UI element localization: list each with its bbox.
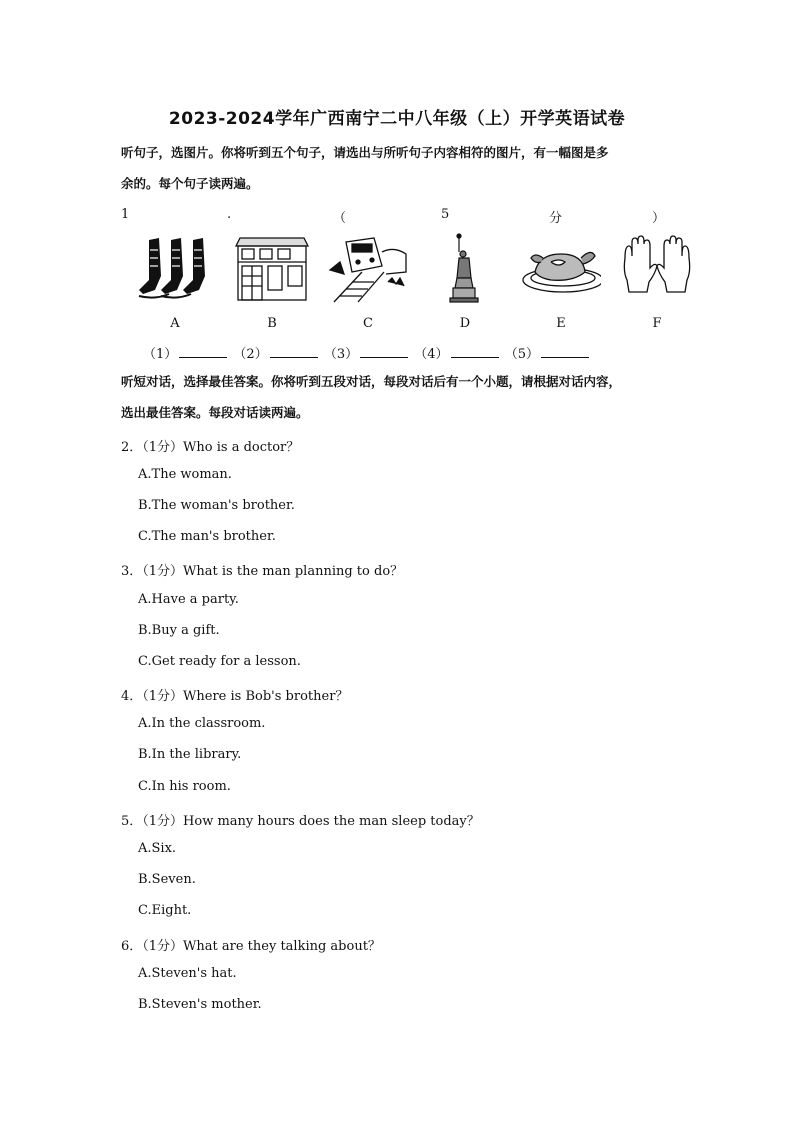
- train-icon: [328, 232, 408, 304]
- picture-letter-a: A: [170, 316, 180, 331]
- question-dot: .: [227, 207, 232, 222]
- roast-turkey-icon: [521, 232, 601, 304]
- blank-label-3: （3）: [323, 347, 359, 362]
- answer-blanks: [143, 343, 591, 362]
- section2-instruction-line1: 听短对话，选择最佳答案。你将听到五段对话，每段对话后有一个小题，请根据对话内容，: [121, 374, 622, 389]
- section1-instruction: [121, 137, 681, 199]
- question-number: 1: [121, 207, 130, 222]
- question-5-stem: 5．（1分）How many hours does the man sleep today？: [121, 814, 480, 829]
- question-2-option-c[interactable]: C.The man's brother.: [138, 529, 276, 544]
- question-4-option-a[interactable]: A.In the classroom.: [138, 716, 266, 731]
- picture-letter-d: D: [459, 316, 471, 331]
- question-4-stem: 4．（1分）Where is Bob's brother？: [121, 689, 349, 704]
- picture-letter-b: B: [267, 316, 277, 331]
- score-number: 5: [441, 207, 450, 222]
- section2-instruction-line2: 选出最佳答案。每段对话读两遍。: [121, 405, 309, 420]
- picture-options: [135, 232, 715, 342]
- question-5-option-c[interactable]: C.Eight.: [138, 903, 192, 918]
- blank-label-2: （2）: [233, 347, 268, 362]
- shoes-icon: [135, 232, 215, 304]
- answer-blank-5[interactable]: [541, 344, 589, 358]
- page-title: 2023-2024学年广西南宁二中八年级（上）开学英语试卷: [168, 109, 626, 129]
- section1-instruction-line2: 余的。每个句子读两遍。: [121, 176, 259, 191]
- answer-blank-1[interactable]: [179, 344, 227, 358]
- picture-letter-f: F: [652, 316, 662, 331]
- question-4-option-b[interactable]: B.In the library.: [138, 747, 242, 762]
- question-6-stem: 6．（1分）What are they talking about？: [121, 939, 381, 954]
- question-3-stem: 3．（1分）What is the man planning to do？: [121, 564, 404, 579]
- question-6-option-b[interactable]: B.Steven's mother.: [138, 997, 262, 1012]
- section1-instruction-line1: 听句子，选图片。你将听到五个句子，请选出与所听句子内容相符的图片，有一幅图是多: [121, 145, 609, 160]
- gloves-icon: [617, 232, 697, 304]
- question-1-header: [0, 207, 794, 225]
- question-5-option-b[interactable]: B.Seven.: [138, 872, 196, 887]
- blank-label-5: （5）: [504, 347, 539, 362]
- answer-blank-3[interactable]: [360, 344, 408, 358]
- question-6-option-a[interactable]: A.Steven's hat.: [138, 966, 237, 981]
- score-paren-close: ）: [652, 211, 666, 226]
- question-2-option-a[interactable]: A.The woman.: [138, 467, 232, 482]
- question-5-option-a[interactable]: A.Six.: [138, 841, 177, 856]
- question-3-option-c[interactable]: C.Get ready for a lesson.: [138, 654, 301, 669]
- question-3-option-a[interactable]: A.Have a party.: [138, 592, 239, 607]
- answer-blank-4[interactable]: [451, 344, 499, 358]
- section2-instruction: [121, 366, 681, 428]
- score-unit: 分: [549, 211, 563, 226]
- shop-building-icon: [232, 232, 312, 304]
- question-2-stem: 2．（1分）Who is a doctor？: [121, 440, 300, 455]
- question-3-option-b[interactable]: B.Buy a gift.: [138, 623, 220, 638]
- statue-of-liberty-icon: [425, 232, 505, 304]
- question-4-option-c[interactable]: C.In his room.: [138, 779, 231, 794]
- picture-letter-e: E: [556, 316, 566, 331]
- blank-label-1: （1）: [143, 347, 178, 362]
- score-paren-open: （: [333, 211, 347, 226]
- picture-letter-c: C: [363, 316, 373, 331]
- answer-blank-2[interactable]: [270, 344, 318, 358]
- question-2-option-b[interactable]: B.The woman's brother.: [138, 498, 295, 513]
- blank-label-4: （4）: [414, 347, 449, 362]
